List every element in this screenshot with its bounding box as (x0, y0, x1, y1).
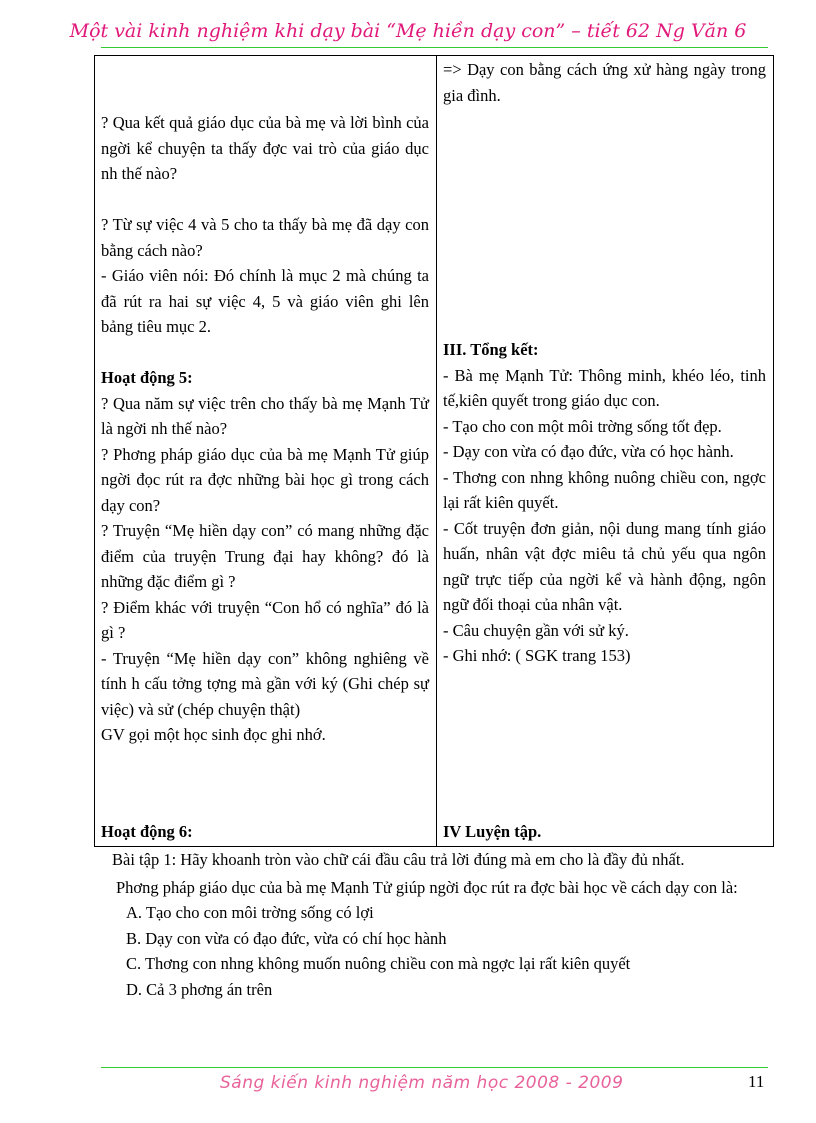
exercise-section (102, 847, 772, 1002)
question-teaching-method: ? Từ sự việc 4 và 5 cho ta thấy bà mẹ đã dạy con bằng cách nào? (101, 215, 429, 260)
summary-point: - Ghi nhớ: ( SGK trang 153) (443, 646, 631, 665)
summary-point: - Thơng con nhng không nuông chiều con, ngợc lại rất kiên quyết. (443, 467, 766, 512)
exercise-option: C. Thơng con nhng không muốn nuông chiều con mà ngợc lại rất kiên quyết (126, 954, 631, 973)
summary-point: - Bà mẹ Mạnh Tử: Thông minh, khéo léo, tinh tế,kiên quyết trong giáo dục con. (443, 365, 766, 410)
summary-point: - Cốt truyện đơn giản, nội dung mang tính giáo huấn, nhân vật đợc miêu tả chủ yếu qua ngôn ngữ trực tiếp của ngời kể và hành động, ngôn ngữ đối thoại của nhân vật. (443, 518, 766, 614)
activity-5-heading: Hoạt động 5: (101, 368, 193, 387)
exercise-instruction: Bài tập 1: Hãy khoanh tròn vào chữ cái đầu câu trả lời đúng mà em cho là đầy đủ nhất. (112, 850, 685, 869)
left-column (101, 110, 429, 748)
question-education-role: ? Qua kết quả giáo dục của bà mẹ và lời bình của ngời kể chuyện ta thấy đợc vai trò của giáo dục nh thế nào? (101, 113, 429, 183)
summary-point: - Dạy con vừa có đạo đức, vừa có học hành. (443, 442, 734, 461)
conclusion-text: => Dạy con bằng cách ứng xử hàng ngày trong gia đình. (443, 60, 766, 105)
right-column-summary (443, 337, 766, 669)
summary-point: - Tạo cho con một môi trờng sống tốt đẹp. (443, 416, 722, 436)
table-column-divider (436, 55, 437, 847)
activity-5-question-2: ? Phơng pháp giáo dục của bà mẹ Mạnh Tử giúp ngời đọc rút ra đợc những bài học gì trong cách dạy con? (101, 444, 429, 515)
exercise-option: D. Cả 3 phơng án trên (126, 979, 273, 999)
activity-5-question-4: ? Điểm khác với truyện “Con hổ có nghĩa” đó là gì ? (101, 597, 429, 642)
exercise-option: B. Dạy con vừa có đạo đức, vừa có chí học hành (126, 928, 447, 948)
section-3-heading: III. Tổng kết: (443, 340, 539, 359)
activity-5-answer: - Truyện “Mẹ hiền dạy con” không nghiêng về tính h cấu tởng tợng mà gần với ký (Ghi chép sự việc) và sử (chép chuyện thật) (101, 648, 429, 719)
activity-5-question-3: ? Truyện “Mẹ hiền dạy con” có mang những đặc điểm của truyện Trung đại hay không? đó là những đặc điểm gì ? (101, 521, 429, 591)
footer-text: Sáng kiến kinh nghiệm năm học 2008 - 2009 (220, 1073, 624, 1093)
page-number: 11 (748, 1072, 765, 1091)
exercise-question: Phơng pháp giáo dục của bà mẹ Mạnh Tử giúp ngời đọc rút ra đợc bài học về cách dạy con là: (116, 877, 738, 897)
activity-5-teacher-action: GV gọi một học sinh đọc ghi nhớ. (101, 725, 326, 744)
teacher-note: - Giáo viên nói: Đó chính là mục 2 mà chúng ta đã rút ra hai sự việc 4, 5 và giáo viên ghi lên bảng tiêu mục 2. (101, 266, 429, 336)
footer-rule (101, 1067, 768, 1068)
activity-6-heading: Hoạt động 6: (101, 822, 193, 841)
page-header-title: Một vài kinh nghiệm khi dạy bài “Mẹ hiền dạy con” – tiết 62 Ng Văn 6 (69, 20, 747, 42)
activity-5-question-1: ? Qua năm sự việc trên cho thấy bà mẹ Mạnh Tử là ngời nh thế nào? (101, 393, 429, 438)
header-rule (101, 47, 768, 48)
exercise-option: A. Tạo cho con môi trờng sống có lợi (126, 903, 374, 922)
summary-point: - Câu chuyện gần với sử ký. (443, 620, 629, 640)
section-4-heading: IV Luyện tập. (443, 822, 542, 841)
